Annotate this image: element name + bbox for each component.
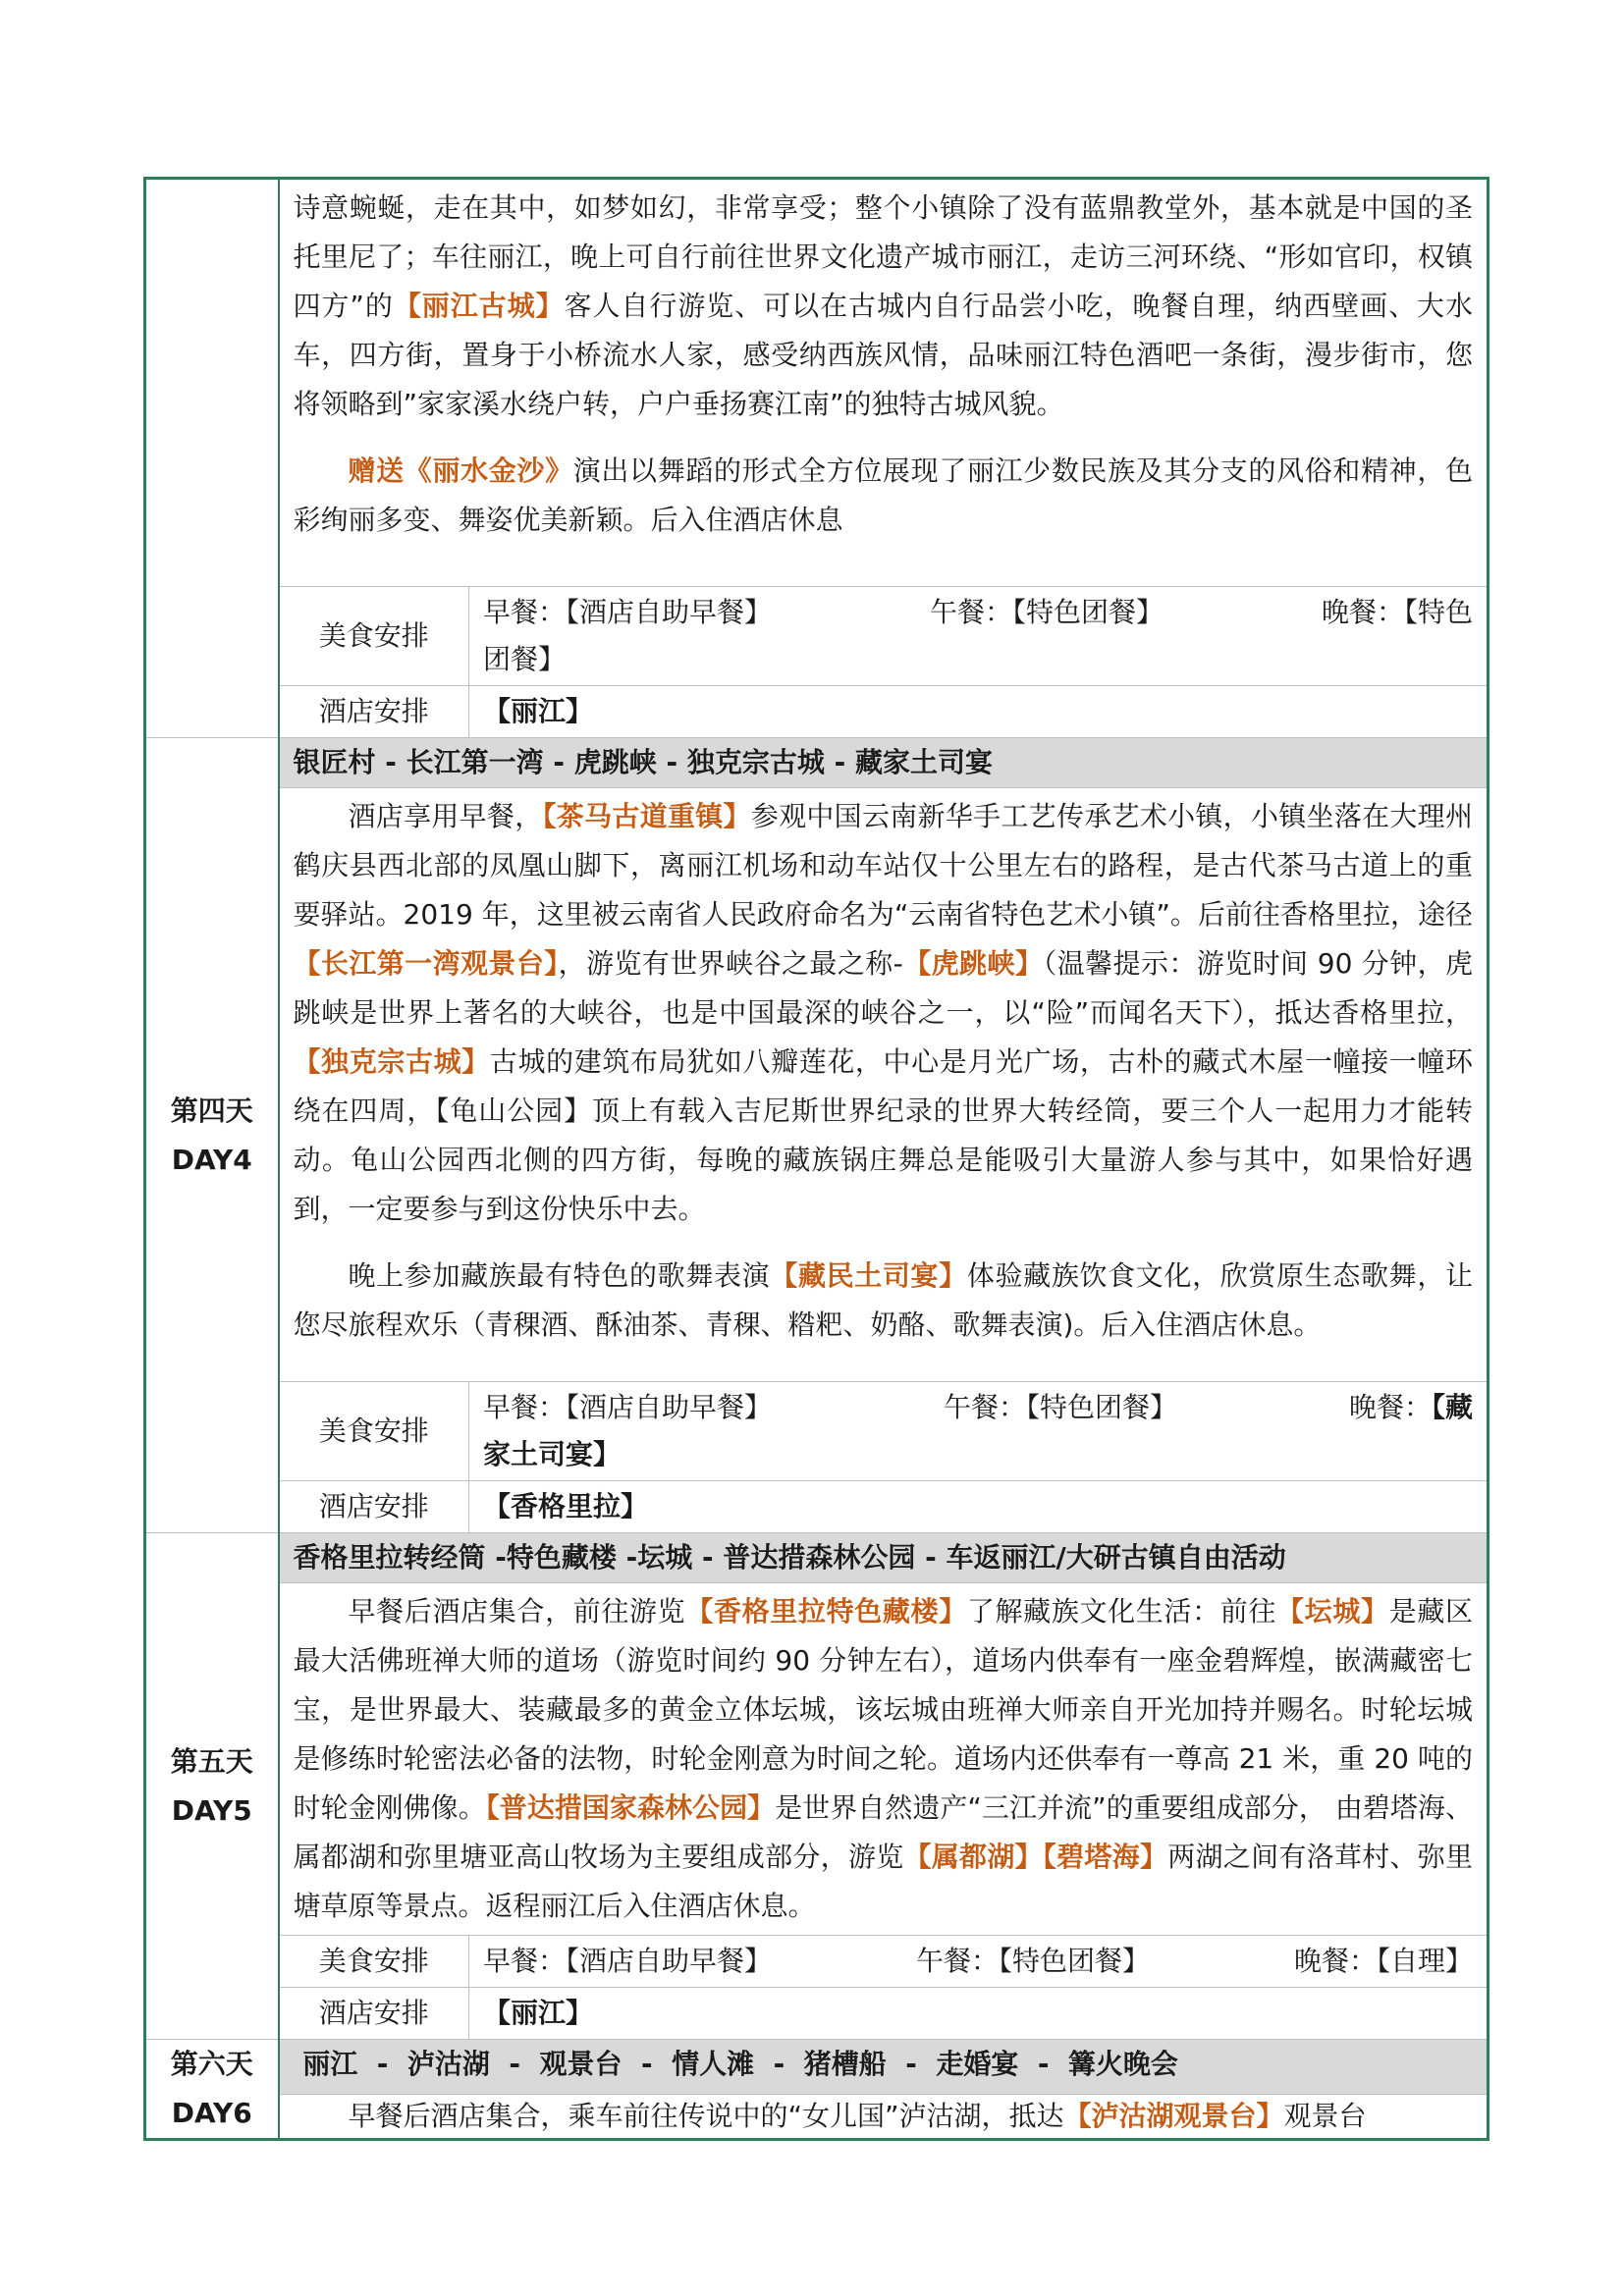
day5-label-cell xyxy=(145,1533,279,2040)
day4-dinner: 晚餐：【藏 xyxy=(1348,1391,1473,1423)
day5-hotel-label: 酒店安排 xyxy=(279,1988,469,2040)
day5-dinner: 晚餐：【自理】 xyxy=(1293,1945,1473,1977)
day3-hotel-row xyxy=(145,686,1489,738)
day4-hotel-row xyxy=(145,1481,1489,1533)
day4-label-cn: 第四天 xyxy=(170,1094,253,1127)
day5-paragraph-1: 早餐后酒店集合，前往游览【香格里拉特色藏楼】了解藏族文化生活：前往【坛城】是藏区最大活佛班禅大师的道场（游览时间约 90 分钟左右），道场内供奉有一座金碧辉煌，嵌满藏密七宝，是世界最大、装藏最多的黄金立体坛城，该坛城由班禅大师亲自开光加持并赐名。时轮坛城是修练时轮密法必备的法物，时轮金刚意为时间之轮。道场内还供奉有一尊高 21 米，重 20 吨的时轮金刚佛像。【普达措国家森林公园】是世界自然遗产“三江并流”的重要组成部分， 由碧塔海、属都湖和弥里塘亚高山牧场为主要组成部分，游览【属都湖】【碧塔海】两湖之间有洛茸村、弥里塘草原等景点。返程丽江后入住酒店休息。 xyxy=(293,1595,1473,1922)
day5-label-cn: 第五天 xyxy=(170,1744,253,1778)
itinerary-table xyxy=(143,177,1489,2141)
day6-label-en: DAY6 xyxy=(171,2097,252,2129)
day5-meal-value xyxy=(469,1936,1489,1988)
day3-description xyxy=(279,179,1489,587)
day4-meal-label: 美食安排 xyxy=(279,1382,469,1481)
day3-paragraph-1: 诗意蜿蜒，走在其中，如梦如幻，非常享受；整个小镇除了没有蓝鼎教堂外，基本就是中国的圣托里尼了；车往丽江，晚上可自行前往世界文化遗产城市丽江，走访三河环绕、“形如官印，权镇四方”的【丽江古城】客人自行游览、可以在古城内自行品尝小吃，晚餐自理，纳西壁画、大水车，四方街，置身于小桥流水人家，感受纳西族风情，品味丽江特色酒吧一条街，漫步街市，您将领略到”家家溪水绕户转，户户垂扬赛江南”的独特古城风貌。 xyxy=(293,191,1473,420)
day4-meal-value xyxy=(469,1382,1489,1481)
itinerary-sheet xyxy=(143,177,1489,2141)
day4-title-row xyxy=(145,738,1489,788)
day5-breakfast: 早餐：【酒店自助早餐】 xyxy=(483,1945,773,1977)
day4-hotel-label: 酒店安排 xyxy=(279,1481,469,1533)
day5-description-row xyxy=(145,1583,1489,1936)
day6-description-row xyxy=(145,2095,1489,2140)
day5-hotel-row xyxy=(145,1988,1489,2040)
day3-meal-row xyxy=(145,587,1489,686)
day6-title: 丽江 - 泸沽湖 - 观景台 - 情人滩 - 猪槽船 - 走婚宴 - 篝火晚会 xyxy=(279,2040,1489,2095)
day3-meal-value xyxy=(469,587,1489,686)
day3-hotel-label: 酒店安排 xyxy=(279,686,469,738)
day6-label-cn: 第六天 xyxy=(170,2048,253,2080)
day3-breakfast: 早餐：【酒店自助早餐】 xyxy=(483,596,773,628)
day3-meal-label: 美食安排 xyxy=(279,587,469,686)
day4-dinner-cont: 家土司宴】 xyxy=(483,1438,622,1470)
day4-description-row xyxy=(145,788,1489,1382)
day3-lunch: 午餐：【特色团餐】 xyxy=(929,596,1164,628)
day3-dinner-cont: 团餐】 xyxy=(483,643,567,675)
day5-description xyxy=(279,1583,1489,1936)
day6-description xyxy=(279,2095,1489,2140)
day4-hotel-value: 【香格里拉】 xyxy=(469,1481,1489,1533)
day3-label-cell xyxy=(145,179,279,738)
day4-breakfast: 早餐：【酒店自助早餐】 xyxy=(483,1391,773,1423)
day5-hotel-value: 【丽江】 xyxy=(469,1988,1489,2040)
lishui-jinsha-highlight: 赠送《丽水金沙》 xyxy=(348,454,573,487)
day5-lunch: 午餐：【特色团餐】 xyxy=(915,1945,1150,1977)
day5-label-en: DAY5 xyxy=(171,1793,252,1827)
day4-paragraph-2: 晚上参加藏族最有特色的歌舞表演【藏民土司宴】体验藏族饮食文化，欣赏原生态歌舞，让您尽旅程欢乐（青稞酒、酥油茶、青稞、糌粑、奶酪、歌舞表演)。后入住酒店休息。 xyxy=(293,1259,1473,1341)
day5-title: 香格里拉转经筒 -特色藏楼 -坛城 - 普达措森林公园 - 车返丽江/大研古镇自由活动 xyxy=(279,1533,1489,1583)
day5-meal-row xyxy=(145,1936,1489,1988)
day5-meal-label: 美食安排 xyxy=(279,1936,469,1988)
lijiang-old-town-highlight: 【丽江古城】 xyxy=(393,290,565,322)
day4-paragraph-1: 酒店享用早餐，【茶马古道重镇】参观中国云南新华手工艺传承艺术小镇，小镇坐落在大理州鹤庆县西北部的凤凰山脚下，离丽江机场和动车站仅十公里左右的路程，是古代茶马古道上的重要驿站。2019 年，这里被云南省人民政府命名为“云南省特色艺术小镇”。后前往香格里拉，途径【长江第一湾观景台】，游览有世界峡谷之最之称-【虎跳峡】（温馨提示：游览时间 90 分钟，虎跳峡是世界上著名的大峡谷，也是中国最深的峡谷之一，以“险”而闻名天下），抵达香格里拉，【独克宗古城】古城的建筑布局犹如八瓣莲花，中心是月光广场，古朴的藏式木屋一幢接一幢环绕在四周，【龟山公园】顶上有载入吉尼斯世界纪录的世界大转经筒，要三个人一起用力才能转动。龟山公园西北侧的四方街，每晚的藏族锅庄舞总是能吸引大量游人参与其中，如果恰好遇到，一定要参与到这份快乐中去。 xyxy=(293,800,1473,1225)
day3-dinner: 晚餐：【特色 xyxy=(1321,596,1473,628)
day6-title-row xyxy=(145,2040,1489,2095)
day4-title: 银匠村 - 长江第一湾 - 虎跳峡 - 独克宗古城 - 藏家土司宴 xyxy=(279,738,1489,788)
day4-lunch: 午餐：【特色团餐】 xyxy=(943,1391,1177,1423)
day3-paragraph-2: 赠送《丽水金沙》演出以舞蹈的形式全方位展现了丽江少数民族及其分支的风俗和精神，色彩绚丽多变、舞姿优美新颖。后入住酒店休息 xyxy=(293,454,1473,536)
day4-label-cell xyxy=(145,738,279,1533)
day4-label-en: DAY4 xyxy=(171,1143,252,1176)
day6-label-cell xyxy=(145,2040,279,2140)
day4-description xyxy=(279,788,1489,1382)
day3-hotel-value: 【丽江】 xyxy=(469,686,1489,738)
day6-paragraph-1: 早餐后酒店集合，乘车前往传说中的“女儿国”泸沽湖，抵达【泸沽湖观景台】观景台 xyxy=(348,2100,1367,2132)
day4-meal-row xyxy=(145,1382,1489,1481)
day5-title-row xyxy=(145,1533,1489,1583)
day3-description-row xyxy=(145,179,1489,587)
